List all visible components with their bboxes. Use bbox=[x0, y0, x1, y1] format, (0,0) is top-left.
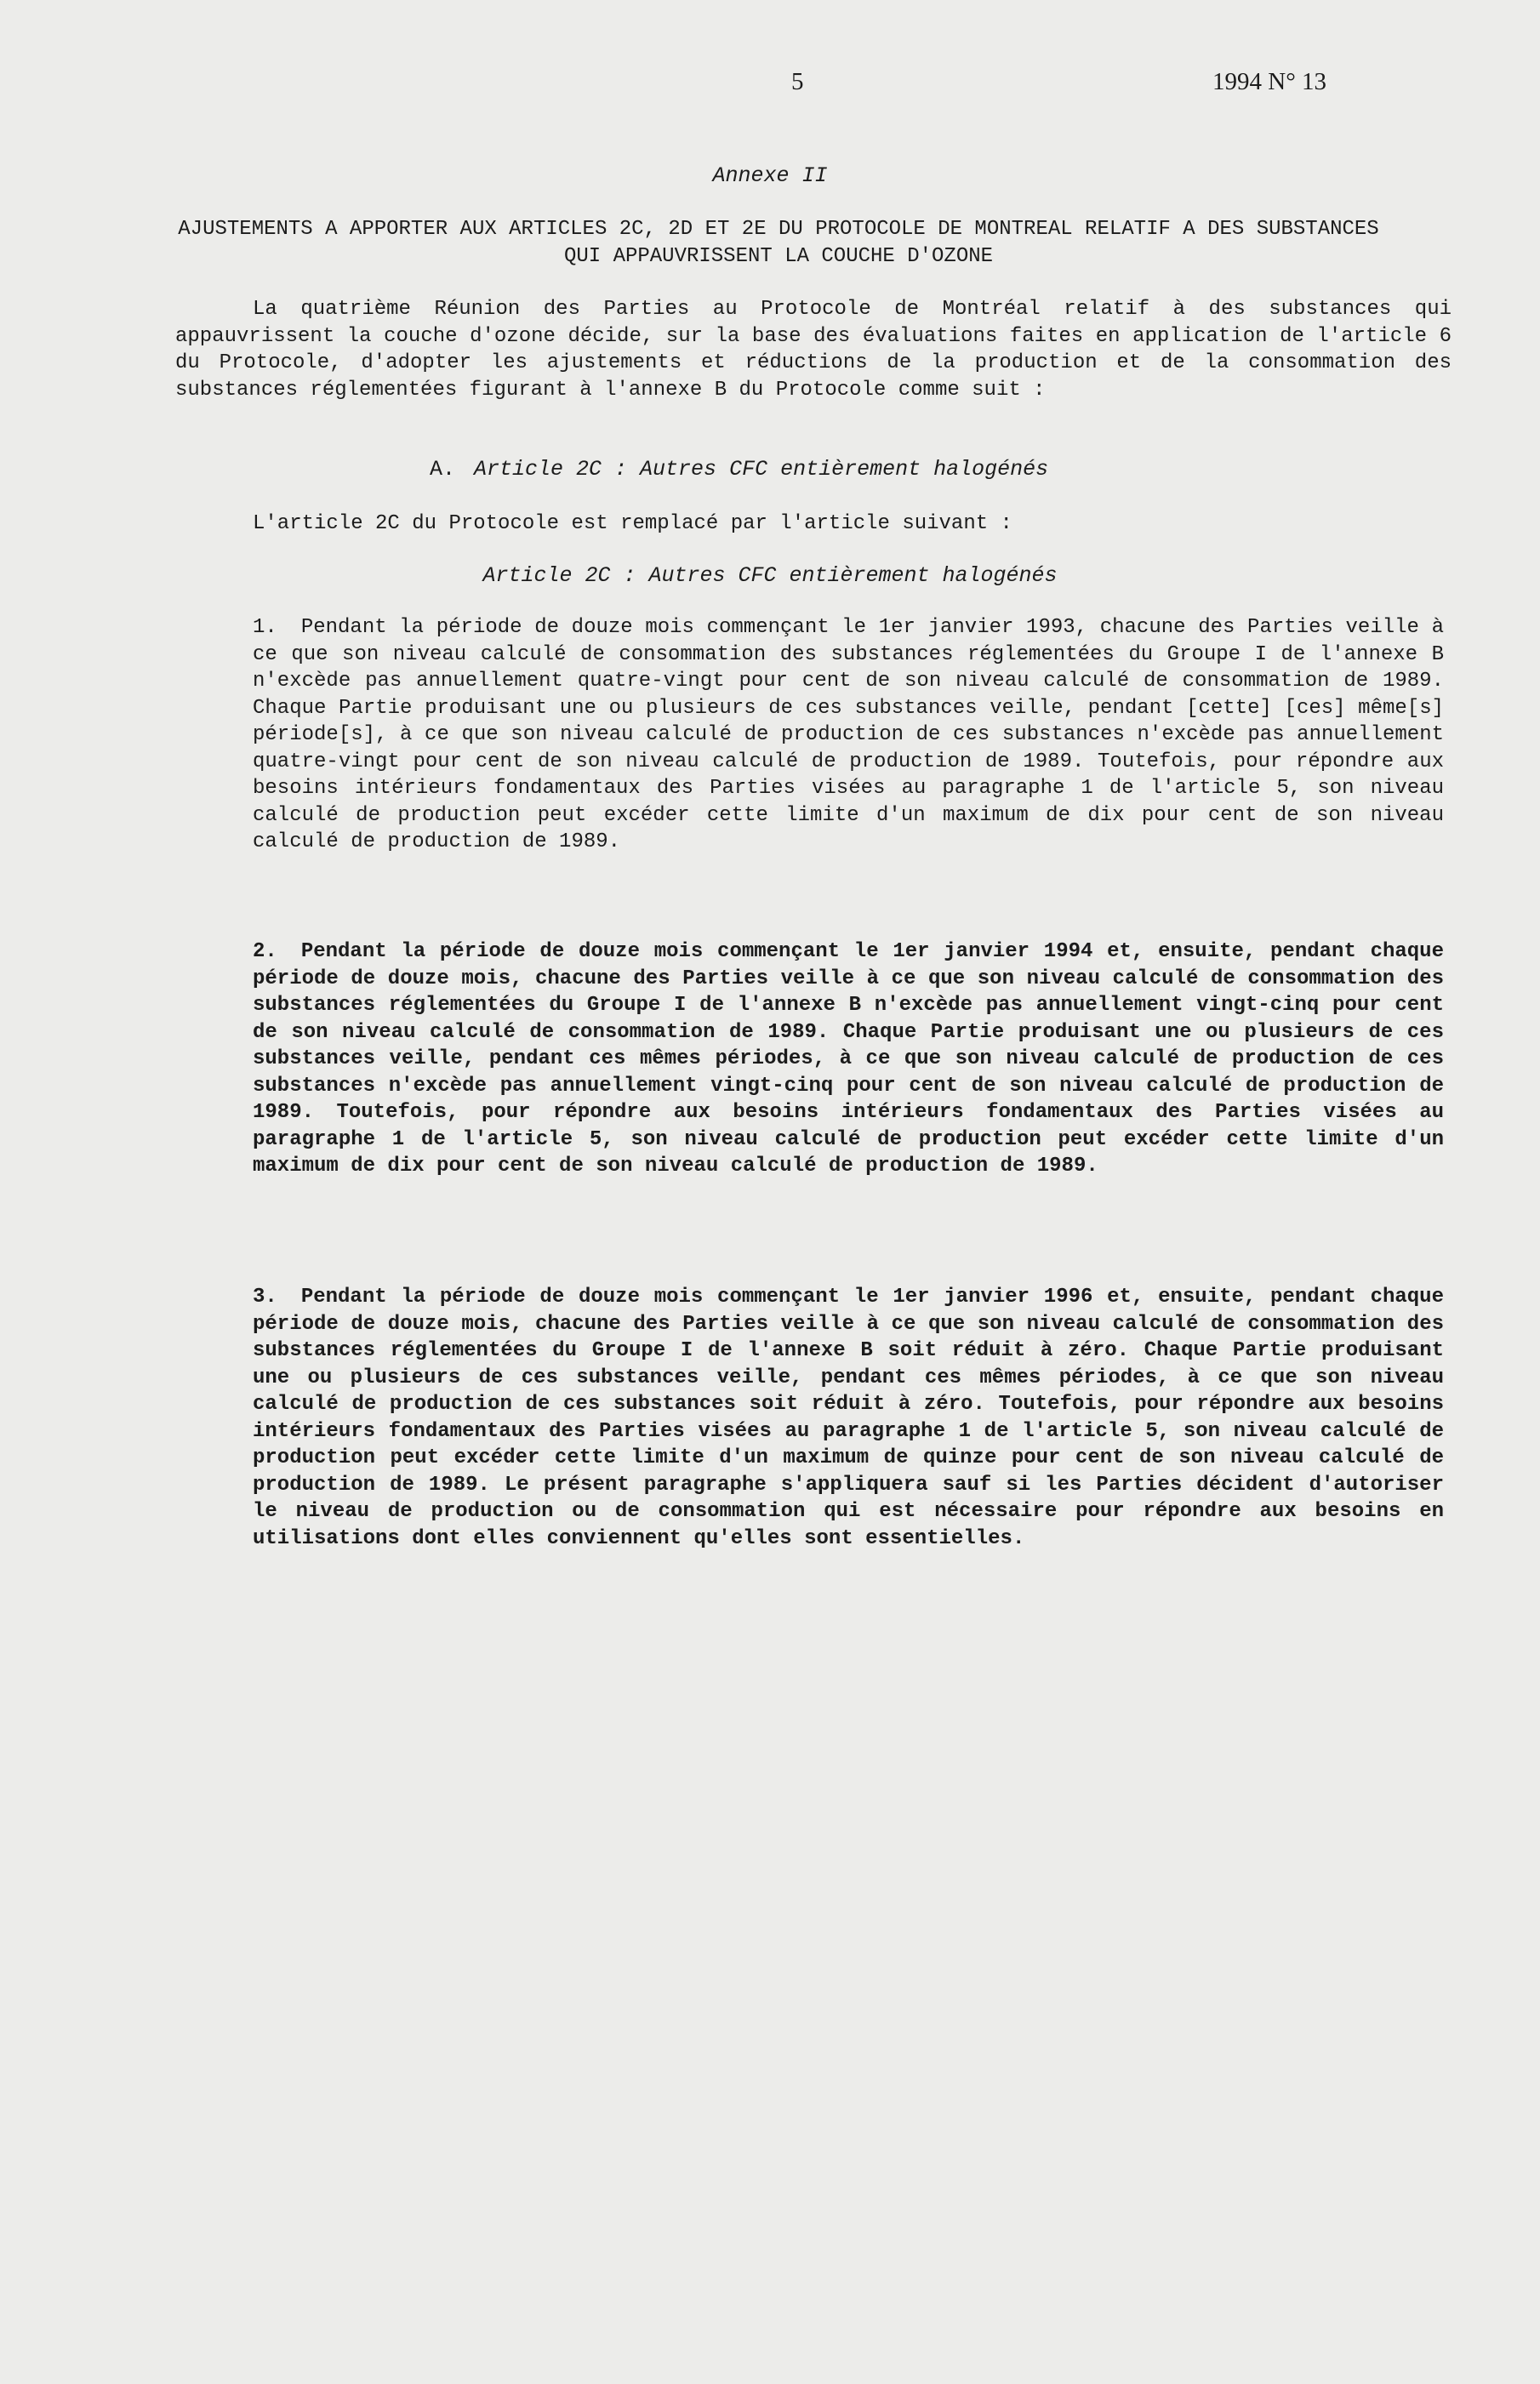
paragraph-text: Pendant la période de douze mois commençant le 1er janvier 1996 et, ensuite, pendant chaque période de douze mois, chacune des Parties veille à ce que son niveau calculé de consommation des substances réglementées du Groupe I de l'annexe B soit réduit à zéro. Chaque Partie produisant une ou plusieurs de ces substances veille, pendant ces mêmes périodes, à ce que son niveau calculé de production de ces substances soit réduit à zéro. Toutefois, pour répondre aux besoins intérieurs fondamentaux des Parties visées au paragraphe 1 de l'article 5, son niveau calculé de production peut excéder cette limite d'un maximum de quinze pour cent de son niveau calculé de production de 1989. Le présent paragraphe s'appliquera sauf si les Parties décident d'autoriser le niveau de production ou de consommation qui est nécessaire pour répondre aux besoins en utilisations dont elles conviennent qu'elles sont essentielles. bbox=[253, 1286, 1444, 1550]
paragraph-text: Pendant la période de douze mois commençant le 1er janvier 1993, chacune des Parties veille à ce que son niveau calculé de consommation des substances réglementées du Groupe I de l'annexe B n'excède pas annuellement quatre-vingt pour cent de son niveau calculé de consommation de 1989. Chaque Partie produisant une ou plusieurs de ces substances veille, pendant [cette] [ces] même[s] période[s], à ce que son niveau calculé de production de ces substances n'excède pas annuellement quatre-vingt pour cent de son niveau calculé de production de 1989. Toutefois, pour répondre aux besoins intérieurs fondamentaux des Parties visées au paragraphe 1 de l'article 5, son niveau calculé de production peut excéder cette limite d'un maximum de dix pour cent de son niveau calculé de production de 1989. bbox=[253, 616, 1444, 853]
section-a-title: Article 2C : Autres CFC entièrement halogénés bbox=[474, 457, 1049, 482]
main-title: AJUSTEMENTS A APPORTER AUX ARTICLES 2C, 2D ET 2E DU PROTOCOLE DE MONTREAL RELATIF A DES SUBSTANCES QUI APPAUVRISSENT LA COUCHE D'OZONE bbox=[178, 218, 1379, 268]
section-a-label: A. bbox=[430, 457, 456, 482]
annex-title: Annexe II bbox=[712, 163, 828, 188]
paragraph-number: 3. bbox=[253, 1286, 277, 1309]
section-a-heading bbox=[430, 457, 1048, 482]
paragraph-number: 1. bbox=[253, 616, 277, 639]
paragraph-text: Pendant la période de douze mois commençant le 1er janvier 1994 et, ensuite, pendant chaque période de douze mois, chacune des Parties veille à ce que son niveau calculé de consommation des substances réglementées du Groupe I de l'annexe B n'excède pas annuellement vingt-cinq pour cent de son niveau calculé de consommation de 1989. Chaque Partie produisant une ou plusieurs de ces substances veille, pendant ces mêmes périodes, à ce que son niveau calculé de production de ces substances n'excède pas annuellement vingt-cinq pour cent de son niveau calculé de production de 1989. Toutefois, pour répondre aux besoins intérieurs fondamentaux des Parties visées au paragraphe 1 de l'article 5, son niveau calculé de production peut excéder cette limite d'un maximum de dix pour cent de son niveau calculé de production de 1989. bbox=[253, 940, 1444, 1178]
paragraph-2 bbox=[253, 938, 1444, 1180]
issue-reference: 1994 N° 13 bbox=[1212, 68, 1327, 95]
paragraph-number: 2. bbox=[253, 940, 277, 963]
page-number: 5 bbox=[791, 68, 804, 95]
replacement-note: L'article 2C du Protocole est remplacé par l'article suivant : bbox=[253, 512, 1012, 535]
paragraph-1 bbox=[253, 614, 1444, 856]
intro-paragraph: La quatrième Réunion des Parties au Protocole de Montréal relatif à des substances qui appauvrissent la couche d'ozone décide, sur la base des évaluations faites en application de l'article 6 du Protocole, d'adopter les ajustements et réductions de la production et de la consommation des substances réglementées figurant à l'annexe B du Protocole comme suit : bbox=[175, 298, 1452, 402]
article-heading: Article 2C : Autres CFC entièrement halogénés bbox=[482, 563, 1058, 588]
paragraph-3 bbox=[253, 1284, 1444, 1552]
